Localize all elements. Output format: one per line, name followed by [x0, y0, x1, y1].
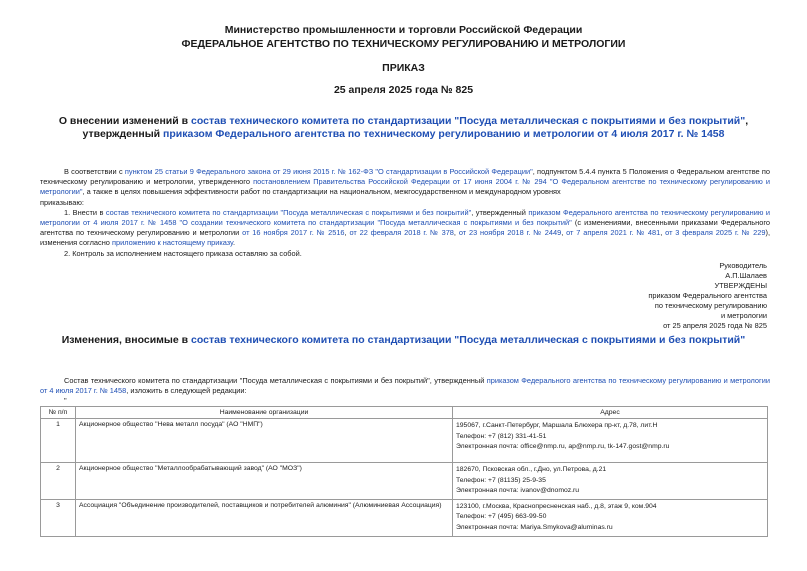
- signer-role: Руководитель: [719, 261, 767, 270]
- link-order-2516[interactable]: от 16 ноября 2017 г. № 2516: [242, 228, 345, 238]
- text: (с изменениями, внесенными приказами Федерального агентства по техническому регулированию и метрологии: [40, 218, 770, 238]
- header-name: Наименование организации: [76, 407, 453, 419]
- phone-line: Телефон: +7 (81135) 25-9-35: [456, 476, 546, 484]
- title-prefix: О внесении изменений в: [58, 115, 192, 127]
- header-num: № п/п: [41, 407, 76, 419]
- email-line: Электронная почта: office@nmp.ru, ap@nmp.ru, tk-147.gost@nmp.ru: [456, 443, 670, 451]
- signer-name: А.П.Шалаев: [725, 271, 767, 280]
- table-row: [41, 419, 768, 463]
- agency-heading: ФЕДЕРАЛЬНОЕ АГЕНТСТВО ПО ТЕХНИЧЕСКОМУ РЕГУЛИРОВАНИЮ И МЕТРОЛОГИИ: [181, 38, 626, 50]
- approval-line-2: по техническому регулированию: [654, 301, 767, 310]
- text: Состав технического комитета по стандартизации "Посуда металлическая с покрытиями и без покрытий", утвержденный: [64, 376, 487, 385]
- order-date: 25 апреля 2025 года № 825: [333, 84, 474, 96]
- changes-title: [40, 334, 767, 346]
- link-order-2449[interactable]: от 23 ноября 2018 г. № 2449: [458, 228, 562, 238]
- row-num: 1: [41, 419, 76, 463]
- organizations-table: [40, 406, 768, 537]
- paragraph-order-word: приказываю:: [40, 197, 84, 207]
- ministry-heading: Министерство промышленности и торговли Российской Федерации: [224, 24, 583, 36]
- text: ), изменения согласно: [40, 228, 771, 248]
- text: , подпунктом 5.4.4 пункта 5 Положения о Федеральном агентстве по техническому регулированию и метрологии, утвержденного: [40, 167, 771, 187]
- title-link-committee[interactable]: состав технического комитета по стандартизации "Посуда металлическая с покрытиями и без покрытий": [191, 115, 746, 127]
- approval-line-1: приказом Федерального агентства: [648, 291, 767, 300]
- link-order-229[interactable]: от 3 февраля 2025 г. № 229: [665, 228, 766, 238]
- paragraph-composition: [40, 376, 770, 396]
- title-middle: , утвержденный: [82, 115, 749, 140]
- email-line: Электронная почта: ivanov@dnomoz.ru: [456, 487, 580, 495]
- link-order-1458[interactable]: приказом Федерального агентства по техническому регулированию и метрологии от 4 июля 2017 г. № 1458 "О создании технического комитета по стандартизации "Посуда металлическая с покрытиями и без покрытий": [40, 207, 770, 228]
- text: , изложить в следующей редакции:: [126, 386, 247, 396]
- row-address: [453, 499, 768, 536]
- phone-line: Телефон: +7 (495) 663-99-50: [456, 513, 547, 521]
- paragraph-item-2: 2. Контроль за исполнением настоящего приказа оставляю за собой.: [64, 248, 302, 258]
- link-committee-composition[interactable]: состав технического комитета по стандартизации "Посуда металлическая с покрытиями и без покрытий": [105, 207, 472, 217]
- link-order-1458-composition[interactable]: приказом Федерального агентства по техническому регулированию и метрологии от 4 июля 2017 г. № 1458: [40, 376, 770, 396]
- link-order-481[interactable]: от 7 апреля 2021 г. № 481: [566, 228, 661, 238]
- order-body: [40, 167, 770, 259]
- table-row: [41, 499, 768, 536]
- address-line: 195067, г.Санкт-Петербург, Маршала Блюхера пр-кт, д.78, лит.Н: [456, 422, 658, 429]
- text: 1. Внести в: [64, 207, 106, 217]
- row-num: 2: [41, 463, 76, 500]
- row-address: [453, 463, 768, 500]
- email-line: Электронная почта: Mariya.Smykova@aluminas.ru: [456, 523, 613, 531]
- phone-line: Телефон: +7 (812) 331-41-51: [456, 432, 547, 440]
- text: Изменения, вносимые в: [61, 334, 192, 346]
- header-address: Адрес: [453, 407, 768, 419]
- text: В соответствии с: [64, 167, 125, 176]
- table-header-row: [41, 407, 768, 419]
- order-title: [40, 115, 767, 141]
- composition-paragraph: [40, 376, 770, 407]
- order-heading: ПРИКАЗ: [382, 62, 425, 74]
- text: , а также в целях повышения эффективности работ по стандартизации на национальном, межгосударственном и международном уровнях: [82, 187, 561, 197]
- row-org-name: Акционерное общество "Металлообрабатывающий завод" (АО "МОЗ"): [76, 463, 453, 500]
- address-line: 182670, Псковская обл., г.Дно, ул.Петрова, д.21: [456, 466, 607, 473]
- text: ,: [660, 228, 666, 238]
- title-link-order[interactable]: приказом Федерального агентства по техническому регулированию и метрологии от 4 июля 2017 г. № 1458: [163, 128, 725, 140]
- paragraph-item-1: [40, 208, 770, 249]
- approval-line-4: от 25 апреля 2025 года № 825: [663, 321, 767, 330]
- text: ,: [453, 228, 459, 238]
- link-government-decree[interactable]: постановлением Правительства Российской Федерации от 17 июня 2004 г. № 294 "О Федеральном агентстве по техническому регулированию и метрологии": [40, 177, 771, 197]
- table-row: [41, 463, 768, 500]
- link-federal-law[interactable]: пунктом 25 статьи 9 Федерального закона от 29 июня 2015 г. № 162-ФЗ "О стандартизации в Российской Федерации": [124, 167, 533, 176]
- link-appendix[interactable]: приложению к настоящему приказу: [111, 238, 234, 248]
- changes-title-link[interactable]: состав технического комитета по стандартизации "Посуда металлическая с покрытиями и без покрытий": [191, 334, 746, 346]
- text: ,: [561, 228, 567, 238]
- text: , утвержденный: [471, 207, 529, 217]
- approved-label: УТВЕРЖДЕНЫ: [714, 281, 767, 290]
- row-address: [453, 419, 768, 463]
- approval-line-3: и метрологии: [720, 311, 767, 320]
- row-org-name: Ассоциация "Объединение производителей, поставщиков и потребителей алюминия" (Алюминиевая Ассоциация): [76, 499, 453, 536]
- row-num: 3: [41, 499, 76, 536]
- text: .: [233, 238, 236, 248]
- address-line: 123100, г.Москва, Краснопресненская наб., д.8, этаж 9, ком.904: [456, 502, 657, 510]
- signature-block: [648, 261, 767, 331]
- paragraph-basis: [40, 167, 770, 198]
- link-order-378[interactable]: от 22 февраля 2018 г. № 378: [349, 228, 454, 238]
- opening-quote: ": [64, 396, 67, 406]
- row-org-name: Акционерное общество "Нева металл посуда" (АО "НМП"): [76, 419, 453, 463]
- text: ,: [344, 228, 350, 238]
